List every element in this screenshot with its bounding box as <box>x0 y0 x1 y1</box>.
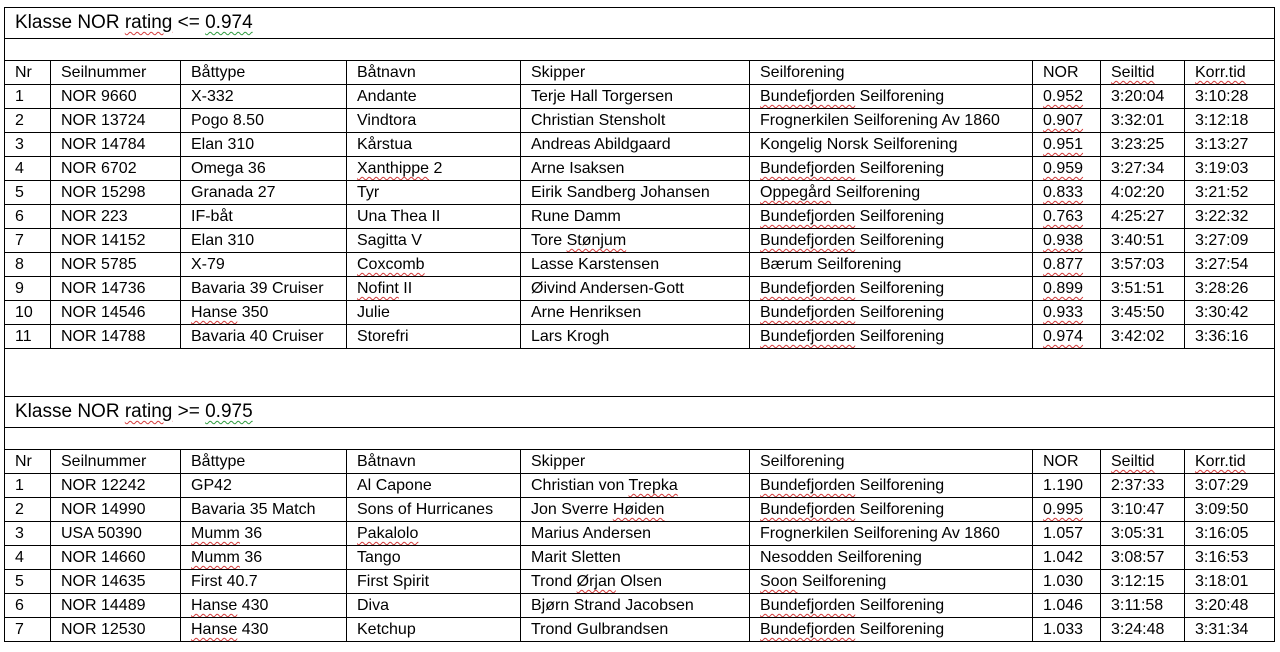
cell-seiltid: 4:02:20 <box>1101 181 1185 205</box>
cell-nr: 1 <box>5 474 51 498</box>
table-row <box>5 181 1275 205</box>
header-nr: Nr <box>5 450 51 474</box>
cell-batnavn: Julie <box>347 301 521 325</box>
title-part: Klasse <box>15 12 78 33</box>
header-nr: Nr <box>5 61 51 85</box>
table-row <box>5 85 1275 109</box>
table-row <box>5 618 1275 642</box>
header-seiltid <box>1101 450 1185 474</box>
title-part: rating <box>124 12 173 33</box>
table-row <box>5 325 1275 349</box>
cell-nor: 0.952 <box>1033 85 1101 109</box>
cell-skipper: Øivind Andersen-Gott <box>521 277 750 301</box>
table-row <box>5 253 1275 277</box>
cell-seiltid: 3:27:34 <box>1101 157 1185 181</box>
cell-nor: 0.938 <box>1033 229 1101 253</box>
cell-batnavn: Nofint II <box>347 277 521 301</box>
header-skipper: Skipper <box>521 61 750 85</box>
cell-seilforening: Bundefjorden Seilforening <box>750 229 1033 253</box>
cell-korrtid: 3:21:52 <box>1185 181 1275 205</box>
cell-skipper: Rune Damm <box>521 205 750 229</box>
cell-seilforening: Bundefjorden Seilforening <box>750 618 1033 642</box>
cell-battype: Mumm 36 <box>181 546 347 570</box>
section-title-row <box>5 397 1275 428</box>
cell-nr: 7 <box>5 229 51 253</box>
cell-skipper: Trond Gulbrandsen <box>521 618 750 642</box>
cell-korrtid: 3:20:48 <box>1185 594 1275 618</box>
cell-batnavn: Una Thea II <box>347 205 521 229</box>
cell-nr: 6 <box>5 594 51 618</box>
table-row <box>5 229 1275 253</box>
cell-seilforening: Bundefjorden Seilforening <box>750 594 1033 618</box>
cell-nr: 3 <box>5 522 51 546</box>
table-row <box>5 301 1275 325</box>
cell-batnavn: Kårstua <box>347 133 521 157</box>
cell-nor: 1.190 <box>1033 474 1101 498</box>
cell-seilnummer: USA 50390 <box>51 522 181 546</box>
header-seilnummer: Seilnummer <box>51 61 181 85</box>
blank-row <box>5 428 1275 450</box>
cell-batnavn: Sagitta V <box>347 229 521 253</box>
cell-seilforening: Bundefjorden Seilforening <box>750 325 1033 349</box>
table-row <box>5 109 1275 133</box>
cell-seiltid: 3:10:47 <box>1101 498 1185 522</box>
cell-korrtid: 3:10:28 <box>1185 85 1275 109</box>
cell-korrtid: 3:36:16 <box>1185 325 1275 349</box>
header-batnavn: Båtnavn <box>347 450 521 474</box>
cell-seilnummer: NOR 12242 <box>51 474 181 498</box>
table-row <box>5 546 1275 570</box>
cell-nor: 0.959 <box>1033 157 1101 181</box>
header-nor: NOR <box>1033 61 1101 85</box>
cell-nor: 0.974 <box>1033 325 1101 349</box>
cell-seiltid: 3:32:01 <box>1101 109 1185 133</box>
cell-skipper: Christian Stensholt <box>521 109 750 133</box>
cell-seilnummer: NOR 14660 <box>51 546 181 570</box>
cell-korrtid: 3:19:03 <box>1185 157 1275 181</box>
cell-nr: 8 <box>5 253 51 277</box>
cell-battype: IF-båt <box>181 205 347 229</box>
cell-seiltid: 3:51:51 <box>1101 277 1185 301</box>
cell-seilnummer: NOR 6702 <box>51 157 181 181</box>
cell-nr: 10 <box>5 301 51 325</box>
cell-seilforening: Bundefjorden Seilforening <box>750 85 1033 109</box>
cell-nor: 0.763 <box>1033 205 1101 229</box>
cell-battype: Bavaria 39 Cruiser <box>181 277 347 301</box>
cell-korrtid: 3:16:53 <box>1185 546 1275 570</box>
cell-seilforening: Oppegård Seilforening <box>750 181 1033 205</box>
cell-nr: 5 <box>5 570 51 594</box>
section-gap-cell <box>5 349 1275 397</box>
cell-seilforening: Frognerkilen Seilforening Av 1860 <box>750 522 1033 546</box>
header-text: Korr.tid <box>1195 453 1246 470</box>
cell-korrtid: 3:13:27 <box>1185 133 1275 157</box>
cell-seiltid: 3:45:50 <box>1101 301 1185 325</box>
header-text: Korr.tid <box>1195 64 1246 81</box>
blank-cell <box>5 428 1275 450</box>
cell-seiltid: 3:12:15 <box>1101 570 1185 594</box>
cell-seilnummer: NOR 13724 <box>51 109 181 133</box>
cell-nr: 6 <box>5 205 51 229</box>
table-row <box>5 277 1275 301</box>
cell-seilforening: Bundefjorden Seilforening <box>750 205 1033 229</box>
cell-seilnummer: NOR 12530 <box>51 618 181 642</box>
cell-seiltid: 3:57:03 <box>1101 253 1185 277</box>
cell-seiltid: 2:37:33 <box>1101 474 1185 498</box>
section-title-row <box>5 8 1275 39</box>
cell-seilnummer: NOR 5785 <box>51 253 181 277</box>
cell-nr: 11 <box>5 325 51 349</box>
cell-skipper: Christian von Trepka <box>521 474 750 498</box>
cell-battype: Hanse 430 <box>181 618 347 642</box>
title-part: NOR <box>77 401 120 422</box>
cell-seilforening: Nesodden Seilforening <box>750 546 1033 570</box>
cell-seilforening: Bundefjorden Seilforening <box>750 277 1033 301</box>
cell-korrtid: 3:27:09 <box>1185 229 1275 253</box>
cell-battype: X-332 <box>181 85 347 109</box>
title-part: >= <box>172 401 206 422</box>
cell-korrtid: 3:16:05 <box>1185 522 1275 546</box>
cell-seiltid: 3:20:04 <box>1101 85 1185 109</box>
table-row <box>5 570 1275 594</box>
section-gap <box>5 349 1275 397</box>
table-row <box>5 133 1275 157</box>
cell-seilnummer: NOR 14736 <box>51 277 181 301</box>
cell-seilforening: Bærum Seilforening <box>750 253 1033 277</box>
cell-nor: 0.899 <box>1033 277 1101 301</box>
cell-seilnummer: NOR 9660 <box>51 85 181 109</box>
cell-skipper: Jon Sverre Høiden <box>521 498 750 522</box>
cell-nr: 9 <box>5 277 51 301</box>
cell-batnavn: Tango <box>347 546 521 570</box>
header-batnavn: Båtnavn <box>347 61 521 85</box>
title-part: 0.974 <box>205 12 253 33</box>
cell-nor: 1.042 <box>1033 546 1101 570</box>
cell-seilforening: Soon Seilforening <box>750 570 1033 594</box>
header-nor: NOR <box>1033 450 1101 474</box>
cell-seilnummer: NOR 14546 <box>51 301 181 325</box>
cell-seilforening: Kongelig Norsk Seilforening <box>750 133 1033 157</box>
cell-korrtid: 3:09:50 <box>1185 498 1275 522</box>
cell-seilnummer: NOR 14489 <box>51 594 181 618</box>
cell-nr: 1 <box>5 85 51 109</box>
cell-seilnummer: NOR 223 <box>51 205 181 229</box>
cell-battype: Elan 310 <box>181 133 347 157</box>
cell-seiltid: 3:40:51 <box>1101 229 1185 253</box>
title-part: <= <box>172 12 206 33</box>
cell-battype: Bavaria 35 Match <box>181 498 347 522</box>
table-row <box>5 205 1275 229</box>
cell-korrtid: 3:22:32 <box>1185 205 1275 229</box>
cell-korrtid: 3:28:26 <box>1185 277 1275 301</box>
cell-nor: 0.951 <box>1033 133 1101 157</box>
table-row <box>5 594 1275 618</box>
cell-nor: 1.046 <box>1033 594 1101 618</box>
cell-nor: 0.995 <box>1033 498 1101 522</box>
cell-nor: 0.877 <box>1033 253 1101 277</box>
header-text: Seiltid <box>1111 64 1155 81</box>
cell-battype: Granada 27 <box>181 181 347 205</box>
header-battype: Båttype <box>181 61 347 85</box>
table-row <box>5 498 1275 522</box>
cell-korrtid: 3:30:42 <box>1185 301 1275 325</box>
cell-skipper: Terje Hall Torgersen <box>521 85 750 109</box>
cell-skipper: Eirik Sandberg Johansen <box>521 181 750 205</box>
cell-batnavn: Storefri <box>347 325 521 349</box>
cell-nor: 0.933 <box>1033 301 1101 325</box>
cell-seilforening: Bundefjorden Seilforening <box>750 157 1033 181</box>
cell-korrtid: 3:18:01 <box>1185 570 1275 594</box>
cell-seiltid: 3:23:25 <box>1101 133 1185 157</box>
cell-seilnummer: NOR 14152 <box>51 229 181 253</box>
cell-batnavn: Pakalolo <box>347 522 521 546</box>
cell-skipper: Arne Henriksen <box>521 301 750 325</box>
cell-battype: Hanse 350 <box>181 301 347 325</box>
table-row <box>5 474 1275 498</box>
header-seilnummer: Seilnummer <box>51 450 181 474</box>
cell-battype: GP42 <box>181 474 347 498</box>
cell-skipper: Tore Stønjum <box>521 229 750 253</box>
cell-skipper: Trond Ørjan Olsen <box>521 570 750 594</box>
cell-battype: Hanse 430 <box>181 594 347 618</box>
cell-skipper: Andreas Abildgaard <box>521 133 750 157</box>
cell-battype: Pogo 8.50 <box>181 109 347 133</box>
cell-batnavn: Sons of Hurricanes <box>347 498 521 522</box>
header-row <box>5 450 1275 474</box>
header-seilforening: Seilforening <box>750 61 1033 85</box>
cell-battype: Bavaria 40 Cruiser <box>181 325 347 349</box>
cell-nr: 4 <box>5 157 51 181</box>
cell-seiltid: 4:25:27 <box>1101 205 1185 229</box>
title-part: Klasse <box>15 401 78 422</box>
cell-batnavn: Andante <box>347 85 521 109</box>
cell-seilnummer: NOR 14784 <box>51 133 181 157</box>
cell-nor: 0.833 <box>1033 181 1101 205</box>
section-title <box>5 8 1275 39</box>
cell-seiltid: 3:05:31 <box>1101 522 1185 546</box>
header-text: Seiltid <box>1111 453 1155 470</box>
cell-batnavn: Ketchup <box>347 618 521 642</box>
cell-korrtid: 3:07:29 <box>1185 474 1275 498</box>
cell-seilnummer: NOR 14635 <box>51 570 181 594</box>
cell-skipper: Lars Krogh <box>521 325 750 349</box>
header-seilforening: Seilforening <box>750 450 1033 474</box>
cell-batnavn: First Spirit <box>347 570 521 594</box>
cell-batnavn: Coxcomb <box>347 253 521 277</box>
cell-nor: 0.907 <box>1033 109 1101 133</box>
cell-batnavn: Vindtora <box>347 109 521 133</box>
cell-seilforening: Bundefjorden Seilforening <box>750 301 1033 325</box>
table-row <box>5 157 1275 181</box>
cell-battype: Omega 36 <box>181 157 347 181</box>
cell-batnavn: Al Capone <box>347 474 521 498</box>
cell-seiltid: 3:42:02 <box>1101 325 1185 349</box>
cell-seilforening: Bundefjorden Seilforening <box>750 498 1033 522</box>
table-row <box>5 522 1275 546</box>
blank-cell <box>5 39 1275 61</box>
cell-seilforening: Frognerkilen Seilforening Av 1860 <box>750 109 1033 133</box>
cell-nr: 2 <box>5 109 51 133</box>
cell-skipper: Lasse Karstensen <box>521 253 750 277</box>
header-korrtid <box>1185 450 1275 474</box>
cell-seilnummer: NOR 14990 <box>51 498 181 522</box>
cell-battype: Mumm 36 <box>181 522 347 546</box>
cell-nr: 5 <box>5 181 51 205</box>
cell-skipper: Marius Andersen <box>521 522 750 546</box>
cell-batnavn: Diva <box>347 594 521 618</box>
section-title <box>5 397 1275 428</box>
cell-skipper: Bjørn Strand Jacobsen <box>521 594 750 618</box>
results-sheet <box>4 7 1274 642</box>
header-seiltid <box>1101 61 1185 85</box>
cell-battype: First 40.7 <box>181 570 347 594</box>
cell-seilnummer: NOR 15298 <box>51 181 181 205</box>
cell-skipper: Arne Isaksen <box>521 157 750 181</box>
cell-korrtid: 3:27:54 <box>1185 253 1275 277</box>
results-body <box>5 8 1275 642</box>
header-row <box>5 61 1275 85</box>
blank-row <box>5 39 1275 61</box>
cell-nor: 1.057 <box>1033 522 1101 546</box>
cell-seiltid: 3:24:48 <box>1101 618 1185 642</box>
cell-nor: 1.033 <box>1033 618 1101 642</box>
cell-nr: 7 <box>5 618 51 642</box>
title-part: NOR <box>77 12 120 33</box>
cell-seiltid: 3:08:57 <box>1101 546 1185 570</box>
header-skipper: Skipper <box>521 450 750 474</box>
title-part: rating <box>124 401 173 422</box>
cell-batnavn: Tyr <box>347 181 521 205</box>
cell-seilnummer: NOR 14788 <box>51 325 181 349</box>
cell-nr: 2 <box>5 498 51 522</box>
title-part: 0.975 <box>205 401 253 422</box>
results-table <box>4 7 1275 642</box>
cell-nor: 1.030 <box>1033 570 1101 594</box>
cell-batnavn: Xanthippe 2 <box>347 157 521 181</box>
cell-seilforening: Bundefjorden Seilforening <box>750 474 1033 498</box>
cell-nr: 4 <box>5 546 51 570</box>
cell-battype: X-79 <box>181 253 347 277</box>
cell-nr: 3 <box>5 133 51 157</box>
cell-seiltid: 3:11:58 <box>1101 594 1185 618</box>
cell-korrtid: 3:31:34 <box>1185 618 1275 642</box>
cell-korrtid: 3:12:18 <box>1185 109 1275 133</box>
header-battype: Båttype <box>181 450 347 474</box>
cell-skipper: Marit Sletten <box>521 546 750 570</box>
header-korrtid <box>1185 61 1275 85</box>
cell-battype: Elan 310 <box>181 229 347 253</box>
